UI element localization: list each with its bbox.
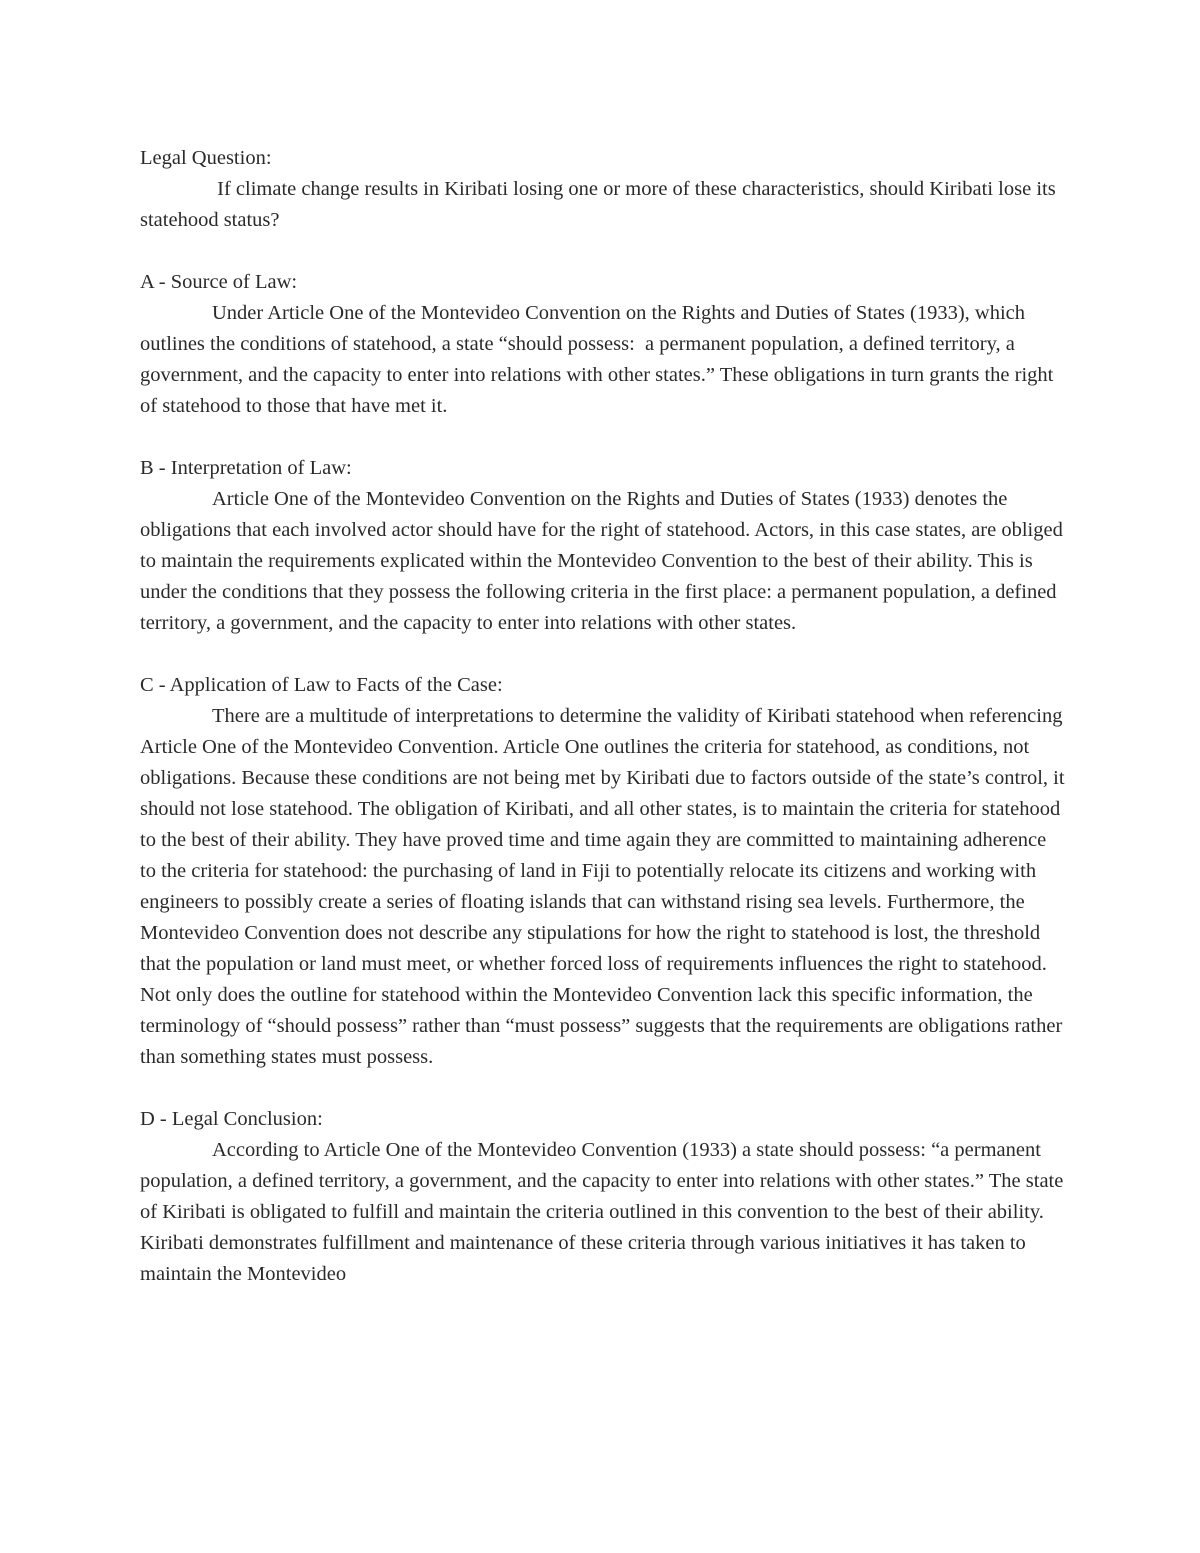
section-paragraph: According to Article One of the Montevideo Convention (1933) a state should possess: “a permanent population, a defined territory, a government, and the capacity to enter into relations with other states.” The state of Kiribati is obligated to fulfill and maintain the criteria outlined in this convention to the best of their ability. Kiribati demonstrates fulfillment and maintenance of these criteria through various initiatives it has taken to maintain the Montevideo	[140, 1139, 1069, 1285]
section-paragraph: Article One of the Montevideo Convention on the Rights and Duties of States (1933) denotes the obligations that each involved actor should have for the right of statehood. Actors, in this case states, are obliged to maintain the requirements explicated within the Montevideo Convention to the best of their ability. This is under the conditions that they possess the following criteria in the first place: a permanent population, a defined territory, a government, and the capacity to enter into relations with other states.	[140, 488, 1068, 634]
section-heading: A - Source of Law:	[140, 271, 298, 293]
section-application-of-law	[140, 670, 1070, 1073]
section-source-of-law	[140, 267, 1065, 422]
paragraph-gap	[140, 422, 1065, 453]
document-body	[140, 143, 1070, 1290]
section-interpretation-of-law	[140, 453, 1068, 639]
section-legal-question	[140, 143, 1065, 236]
section-paragraph: If climate change results in Kiribati losing one or more of these characteristics, should Kiribati lose its statehood status?	[140, 178, 1061, 231]
paragraph-gap	[140, 1073, 1065, 1104]
section-legal-conclusion	[140, 1104, 1069, 1290]
section-heading: B - Interpretation of Law:	[140, 457, 352, 479]
paragraph-gap	[140, 236, 1065, 267]
section-paragraph: There are a multitude of interpretations to determine the validity of Kiribati statehood when referencing Article One of the Montevideo Convention. Article One outlines the criteria for statehood, as conditions, not obligations. Because these conditions are not being met by Kiribati due to factors outside of the state’s control, it should not lose statehood. The obligation of Kiribati, and all other states, is to maintain the criteria for statehood to the best of their ability. They have proved time and time again they are committed to maintaining adherence to the criteria for statehood: the purchasing of land in Fiji to potentially relocate its citizens and working with engineers to possibly create a series of floating islands that can withstand rising sea levels. Furthermore, the Montevideo Convention does not describe any stipulations for how the right to statehood is lost, the threshold that the population or land must meet, or whether forced loss of requirements influences the right to statehood. Not only does the outline for statehood within the Montevideo Convention lack this specific information, the terminology of “should possess” rather than “must possess” suggests that the requirements are obligations rather than something states must possess.	[140, 705, 1070, 1068]
paragraph-gap	[140, 639, 1065, 670]
section-heading: C - Application of Law to Facts of the Case:	[140, 674, 503, 696]
section-heading: Legal Question:	[140, 147, 272, 169]
section-heading: D - Legal Conclusion:	[140, 1108, 323, 1130]
section-paragraph: Under Article One of the Montevideo Convention on the Rights and Duties of States (1933), which outlines the conditions of statehood, a state “should possess: a permanent population, a defined territory, a government, and the capacity to enter into relations with other states.” These obligations in turn grants the right of statehood to those that have met it.	[140, 302, 1059, 417]
